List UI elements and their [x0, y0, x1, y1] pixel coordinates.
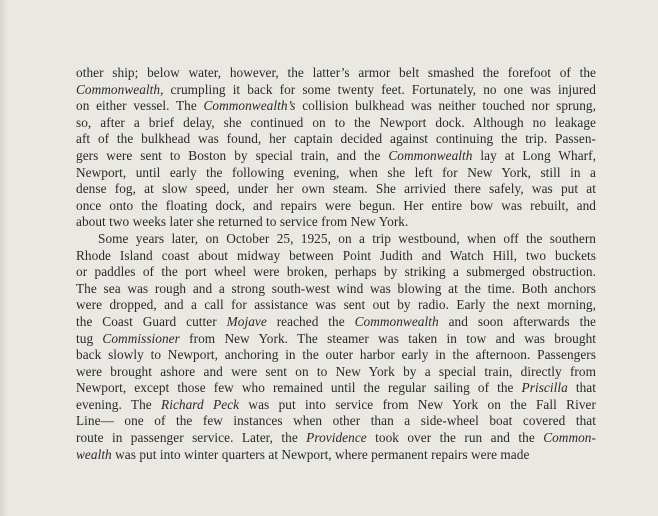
italic-text: Priscilla — [521, 380, 568, 396]
text-run: gers were sent to Boston by special train, and the — [76, 147, 389, 163]
italic-text: wealth — [76, 446, 112, 462]
text-run: other ship; below water, however, the latter’s armor belt smashed the forefoot of the — [76, 65, 596, 80]
text-run: dense fog, at slow speed, under her own steam. She arrivied there safely, was put at — [76, 181, 596, 197]
text-line — [76, 98, 596, 115]
text-run: reached the — [266, 313, 355, 329]
text-run: took over the run and the — [366, 430, 544, 446]
body-text — [76, 65, 596, 463]
text-line — [76, 380, 596, 397]
text-line — [76, 82, 596, 99]
text-line — [76, 397, 596, 414]
text-line — [76, 231, 596, 248]
text-run: was put into winter quarters at Newport, where permanent repairs were made — [111, 446, 530, 462]
text-run: on either vessel. The — [76, 98, 204, 114]
italic-text: Commonwealth — [354, 313, 439, 329]
text-line — [76, 264, 596, 281]
italic-text: Providence — [306, 430, 367, 446]
text-run: the Coast Guard cutter — [76, 313, 227, 329]
text-line — [76, 430, 596, 447]
text-run: were dropped, and a call for assistance was sent out by radio. Early the next morning, — [76, 297, 596, 313]
text-run: from New York. The steamer was taken in tow and was brought — [179, 330, 597, 346]
text-run: Line— one of the few instances when other than a side-wheel boat covered that — [76, 413, 596, 429]
text-run: collision bulkhead was neither touched nor sprung, — [295, 98, 596, 114]
italic-text: Commissioner — [102, 330, 180, 346]
text-line — [76, 364, 596, 381]
text-line — [76, 198, 596, 215]
text-run: Newport, except those few who remained until the regular sailing of the — [76, 380, 522, 396]
text-run: Rhode Island coast about midway between Point Judith and Watch Hill, two buckets — [76, 247, 596, 263]
text-line — [76, 165, 596, 182]
italic-text: Common- — [543, 430, 596, 446]
text-run: The sea was rough and a strong south-west wind was blowing at the time. Both anchors — [76, 280, 596, 296]
text-line — [76, 131, 596, 148]
text-run: and soon afterwards the — [438, 313, 596, 329]
text-line — [76, 447, 596, 464]
text-run: evening. The — [76, 396, 162, 412]
italic-text: Commonwealth, — [76, 81, 164, 97]
text-line — [76, 347, 596, 364]
italic-text: Commonwealth’s — [203, 98, 296, 114]
text-run: tug — [76, 330, 103, 346]
text-line — [76, 281, 596, 298]
text-run: or paddles of the port wheel were broken, perhaps by striking a submerged obstruction. — [76, 264, 596, 280]
text-run: was put into service from New York on the Fall River — [239, 396, 596, 412]
text-run: crumpling it back for some twenty feet. Fortunately, no one was injured — [163, 81, 596, 97]
text-line — [76, 181, 596, 198]
italic-text: Richard Peck — [161, 396, 240, 412]
text-run: that — [567, 380, 596, 396]
text-run: once onto the floating dock, and repairs were begun. Her entire bow was rebuilt, and — [76, 197, 596, 213]
page-fold-shadow — [0, 0, 8, 516]
italic-text: Mojave — [226, 313, 267, 329]
text-run: Some years later, on October 25, 1925, on a trip westbound, when off the southern — [98, 230, 596, 246]
text-run: lay at Long Wharf, — [472, 147, 596, 163]
text-line — [76, 214, 596, 231]
text-line — [76, 148, 596, 165]
text-line — [76, 248, 596, 265]
text-run: route in passenger service. Later, the — [76, 430, 307, 446]
text-line — [76, 331, 596, 348]
text-line — [76, 413, 596, 430]
italic-text: Commonwealth — [388, 147, 473, 163]
text-run: back slowly to Newport, anchoring in the outer harbor early in the afternoon. Passengers — [76, 347, 596, 363]
text-run: were brought ashore and were sent on to New York by a special train, directly from — [76, 363, 596, 379]
text-run: aft of the bulkhead was found, her captain decided against continuing the trip. Passen- — [76, 131, 596, 147]
text-run: Newport, until early the following evening, when she left for New York, still in a — [76, 164, 596, 180]
text-line — [76, 297, 596, 314]
text-run: about two weeks later she returned to service from New York. — [76, 214, 409, 230]
text-line — [76, 65, 596, 82]
text-line — [76, 115, 596, 132]
text-run: so, after a brief delay, she continued on to the Newport dock. Although no leakage — [76, 114, 596, 130]
text-line — [76, 314, 596, 331]
